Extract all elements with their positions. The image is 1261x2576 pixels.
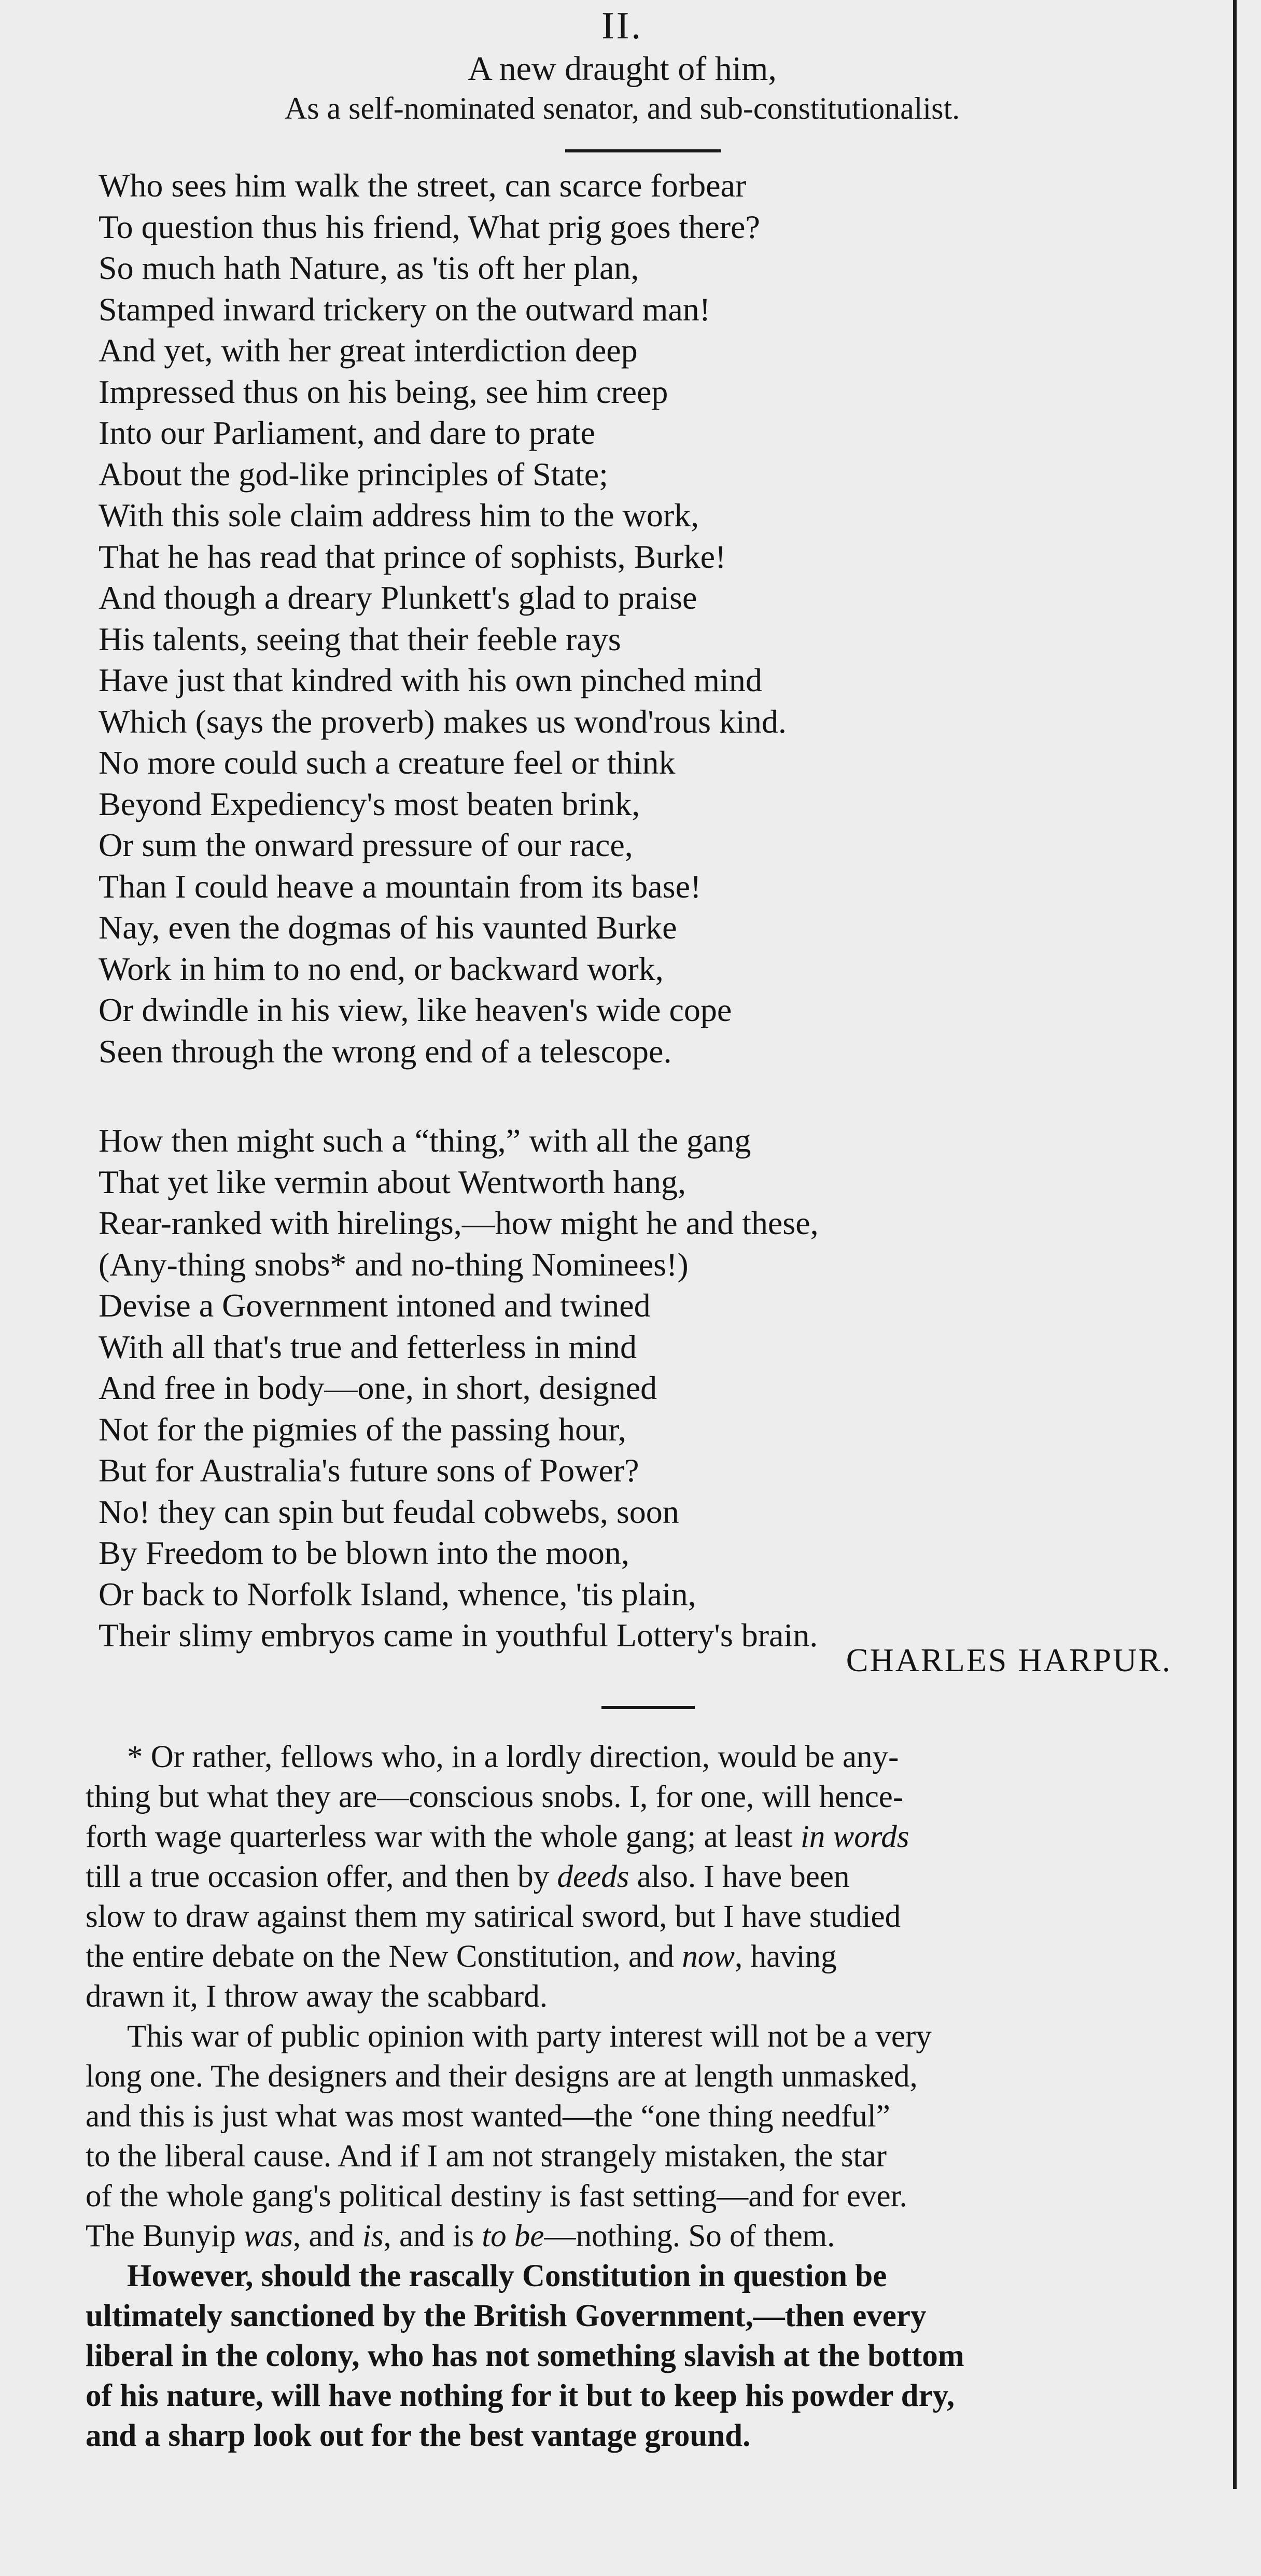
poem-line: And free in body—one, in short, designed: [99, 1369, 657, 1406]
poem-line: Than I could heave a mountain from its base!: [99, 867, 702, 905]
poem-line: Work in him to no end, or backward work,: [99, 950, 664, 987]
footnote-line: of the whole gang's political destiny is fast setting—and for ever.: [86, 2179, 907, 2214]
poem-line: Which (says the proverb) makes us wond'rous kind.: [99, 703, 787, 740]
poem-line: Their slimy embryos came in youthful Lottery's brain.: [99, 1617, 818, 1654]
stanza-2: [99, 1120, 1213, 1656]
poem-line: But for Australia's future sons of Power?: [99, 1452, 639, 1489]
poem-line: Stamped inward trickery on the outward man!: [99, 290, 711, 328]
poem-line: No! they can spin but feudal cobwebs, soon: [99, 1493, 679, 1530]
footnote-line: * Or rather, fellows who, in a lordly direction, would be any-: [127, 1740, 899, 1774]
stanza-1: [99, 165, 1213, 1072]
footnote-line: However, should the rascally Constitution in question be: [127, 2259, 887, 2293]
poem-line: Who sees him walk the street, can scarce forbear: [99, 167, 747, 204]
poem-line: And yet, with her great interdiction deep: [99, 332, 638, 369]
poem-line: By Freedom to be blown into the moon,: [99, 1534, 629, 1571]
footnote-line: and a sharp look out for the best vantage ground.: [86, 2418, 751, 2453]
footnote-line: till a true occasion offer, and then by deeds also. I have been: [86, 1859, 850, 1894]
footnote-line: the entire debate on the New Constitution, and now, having: [86, 1939, 837, 1974]
footnote-line: forth wage quarterless war with the whole gang; at least in words: [86, 1819, 909, 1854]
footnote-line: ultimately sanctioned by the British Government,—then every: [86, 2299, 927, 2333]
poem-line: Impressed thus on his being, see him creep: [99, 373, 668, 410]
footnote-line: to the liberal cause. And if I am not strangely mistaken, the star: [86, 2139, 887, 2174]
poem-line: Not for the pigmies of the passing hour,: [99, 1410, 626, 1448]
author-signature: CHARLES HARPUR.: [846, 1642, 1172, 1678]
footnote-line: This war of public opinion with party interest will not be a very: [127, 2019, 932, 2054]
poem-title: A new draught of him,: [468, 50, 777, 88]
poem-line: Beyond Expediency's most beaten brink,: [99, 785, 640, 822]
poem-line: Or back to Norfolk Island, whence, 'tis plain,: [99, 1575, 696, 1613]
poem-line: (Any-thing snobs* and no-thing Nominees!): [99, 1245, 689, 1283]
poem-line: To question thus his friend, What prig goes there?: [99, 208, 760, 245]
poem-line: About the god-like principles of State;: [99, 455, 608, 493]
poem-numeral: II.: [601, 5, 643, 47]
column-rule: [1233, 0, 1237, 2489]
poem-line: Nay, even the dogmas of his vaunted Burke: [99, 909, 677, 946]
poem-line: And though a dreary Plunkett's glad to praise: [99, 579, 697, 616]
poem-line: With this sole claim address him to the work,: [99, 497, 699, 534]
footnote-line: The Bunyip was, and is, and is to be—nothing. So of them.: [86, 2219, 835, 2253]
footnote-line: and this is just what was most wanted—the “one thing needful”: [86, 2099, 890, 2134]
poem-line: So much hath Nature, as 'tis oft her plan,: [99, 249, 639, 286]
poem-line: That yet like vermin about Wentworth hang,: [99, 1163, 686, 1200]
footnote: [86, 1737, 1216, 2456]
poem-line: How then might such a “thing,” with all the gang: [99, 1122, 751, 1159]
poem-line: His talents, seeing that their feeble rays: [99, 620, 621, 657]
signature-rule: [601, 1706, 695, 1709]
footnote-line: of his nature, will have nothing for it but to keep his powder dry,: [86, 2378, 955, 2413]
footnote-line: long one. The designers and their designs are at length unmasked,: [86, 2059, 918, 2094]
poem-subtitle: As a self-nominated senator, and sub-constitutionalist.: [284, 91, 960, 125]
poem-line: Seen through the wrong end of a telescope.: [99, 1032, 672, 1070]
poem-line: That he has read that prince of sophists, Burke!: [99, 538, 726, 575]
poem-line: Have just that kindred with his own pinched mind: [99, 662, 762, 698]
footnote-line: slow to draw against them my satirical sword, but I have studied: [86, 1899, 901, 1934]
footnote-line: liberal in the colony, who has not something slavish at the bottom: [86, 2339, 964, 2373]
footnote-line: drawn it, I throw away the scabbard.: [86, 1979, 548, 2014]
footnote-line: thing but what they are—conscious snobs. I, for one, will hence-: [86, 1780, 904, 1814]
header-rule: [565, 149, 721, 152]
poem-line: Rear-ranked with hirelings,—how might he and these,: [99, 1205, 819, 1241]
poem-line: Or sum the onward pressure of our race,: [99, 827, 633, 863]
poem-line: Into our Parliament, and dare to prate: [99, 414, 595, 451]
poem-line: Devise a Government intoned and twined: [99, 1287, 651, 1324]
poem-line: With all that's true and fetterless in mind: [99, 1328, 637, 1365]
poem-line: Or dwindle in his view, like heaven's wide cope: [99, 991, 732, 1028]
poem-line: No more could such a creature feel or think: [99, 744, 676, 781]
